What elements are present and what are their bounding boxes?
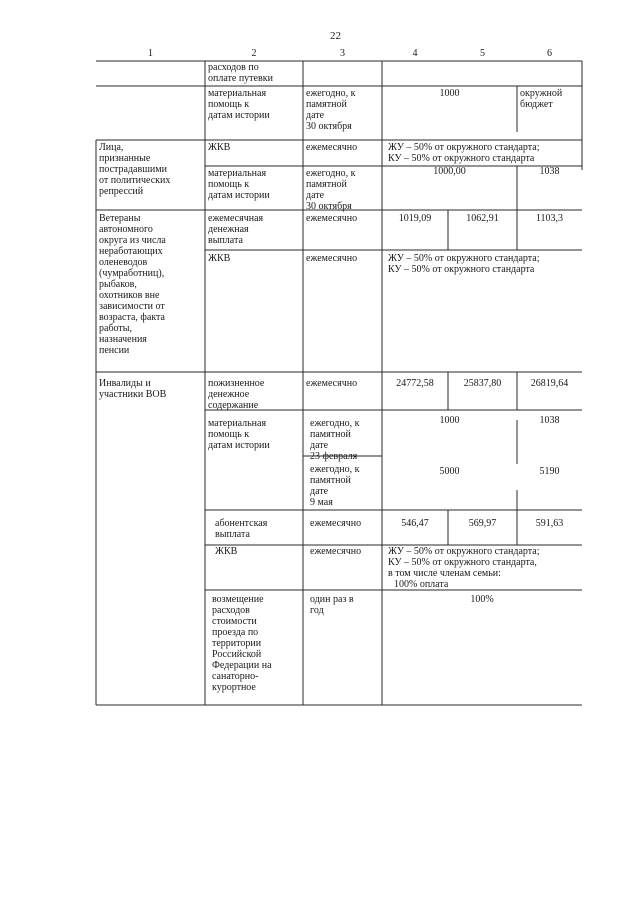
cell-text: ЖУ – 50% от окружного стандарта; xyxy=(388,142,540,153)
cell-text: материальная xyxy=(208,418,267,429)
cell-text: ежемесячно xyxy=(306,213,358,224)
cell-text: в том числе членам семьи: xyxy=(388,568,501,579)
cell-text: Российской xyxy=(212,649,262,660)
cell-text: памятной xyxy=(306,179,347,190)
cell-text: дате xyxy=(310,486,329,497)
cell-value: 1019,09 xyxy=(398,213,432,224)
row-category: рыбаков, xyxy=(99,279,137,290)
cell-text: ежемесячно xyxy=(306,142,358,153)
cell-value: 1000 xyxy=(439,415,460,426)
cell-text: выплата xyxy=(208,235,243,246)
cell-text: санаторно- xyxy=(212,671,259,682)
row-category: от политических xyxy=(99,175,171,186)
cell-text: помощь к xyxy=(208,179,250,190)
cell-value: 1038 xyxy=(539,166,560,177)
cell-text: ежегодно, к xyxy=(306,168,356,179)
cell-text: 30 октября xyxy=(306,121,352,132)
cell-text: абонентская xyxy=(215,518,268,529)
cell-text: расходов по xyxy=(208,62,259,73)
cell-text: проезда по xyxy=(212,627,259,638)
cell-text: ЖКВ xyxy=(208,253,231,264)
cell-text: памятной xyxy=(310,475,351,486)
cell-value: 591,63 xyxy=(535,518,564,529)
row-category: работы, xyxy=(99,323,132,334)
cell-text: ежемесячно xyxy=(306,378,358,389)
cell-text: бюджет xyxy=(520,99,553,110)
cell-text: КУ – 50% от окружного стандарта xyxy=(388,264,535,275)
column-header-2: 2 xyxy=(251,48,257,59)
cell-text: ежегодно, к xyxy=(306,88,356,99)
cell-value: 1062,91 xyxy=(466,213,499,224)
column-header-6: 6 xyxy=(547,48,552,59)
cell-text: ЖУ – 50% от окружного стандарта; xyxy=(388,253,540,264)
cell-text: ежемесячно xyxy=(310,546,362,557)
row-category: назначения xyxy=(99,334,147,345)
cell-text: ЖУ – 50% от окружного стандарта; xyxy=(388,546,540,557)
row-category: признанные xyxy=(99,153,151,164)
cell-text: 23 февраля xyxy=(310,451,358,462)
cell-text: материальная xyxy=(208,88,267,99)
cell-value: 1000,00 xyxy=(433,166,466,177)
column-header-4: 4 xyxy=(412,48,418,59)
cell-text: пожизненное xyxy=(208,378,265,389)
cell-text: ежемесячная xyxy=(208,213,264,224)
cell-text: дате xyxy=(306,110,325,121)
cell-text: содержание xyxy=(208,400,259,411)
page-number: 22 xyxy=(330,30,341,42)
cell-text: год xyxy=(310,605,324,616)
cell-text: ежегодно, к xyxy=(310,418,360,429)
cell-text: памятной xyxy=(306,99,347,110)
cell-value: 1103,3 xyxy=(535,213,564,224)
cell-text: один раз в xyxy=(310,594,354,605)
cell-value: 25837,80 xyxy=(463,378,502,389)
cell-text: Федерации на xyxy=(212,660,272,671)
cell-text: датам истории xyxy=(208,190,270,201)
cell-text: окружной xyxy=(520,88,563,99)
cell-text: выплата xyxy=(215,529,250,540)
row-category: участники ВОВ xyxy=(99,389,167,400)
row-category: автономного xyxy=(99,224,153,235)
cell-text: датам истории xyxy=(208,440,270,451)
cell-text: КУ – 50% от окружного стандарта xyxy=(388,153,535,164)
cell-text: датам истории xyxy=(208,110,270,121)
cell-text: материальная xyxy=(208,168,267,179)
cell-value: 546,47 xyxy=(401,518,429,529)
row-category: зависимости от xyxy=(99,301,165,312)
cell-text: стоимости xyxy=(212,616,257,627)
cell-text: ежемесячно xyxy=(310,518,362,529)
row-category: возраста, факта xyxy=(99,312,165,323)
cell-text: 30 октября xyxy=(306,201,352,212)
cell-text: территории xyxy=(212,638,262,649)
cell-text: ЖКВ xyxy=(208,142,231,153)
cell-value: 5190 xyxy=(539,466,560,477)
row-category: репрессий xyxy=(99,186,144,197)
row-category: (чумработниц), xyxy=(99,268,165,279)
row-category: округа из числа xyxy=(99,235,166,246)
row-category: Инвалиды и xyxy=(99,378,151,389)
row-category: неработающих xyxy=(99,246,163,257)
cell-value: 24772,58 xyxy=(396,378,434,389)
cell-text: денежная xyxy=(208,224,249,235)
cell-text: расходов xyxy=(212,605,250,616)
cell-value: 26819,64 xyxy=(530,378,569,389)
cell-text: дате xyxy=(310,440,329,451)
row-category: пенсии xyxy=(99,345,130,356)
column-header-5: 5 xyxy=(480,48,485,59)
cell-value: 100% xyxy=(470,594,494,605)
cell-text: 100% оплата xyxy=(394,579,449,590)
cell-text: возмещение xyxy=(212,594,264,605)
row-category: пострадавшими xyxy=(99,164,167,175)
cell-text: КУ – 50% от окружного стандарта, xyxy=(388,557,537,568)
cell-text: памятной xyxy=(310,429,351,440)
cell-value: 5000 xyxy=(439,466,460,477)
cell-text: денежное xyxy=(208,389,250,400)
row-category: Ветераны xyxy=(99,213,141,224)
cell-text: ежемесячно xyxy=(306,253,358,264)
cell-text: ежегодно, к xyxy=(310,464,360,475)
row-category: охотников вне xyxy=(99,290,160,301)
cell-text: помощь к xyxy=(208,99,250,110)
cell-text: помощь к xyxy=(208,429,250,440)
column-header-3: 3 xyxy=(340,48,345,59)
cell-text: ЖКВ xyxy=(215,546,238,557)
cell-value: 569,97 xyxy=(468,518,497,529)
row-category: оленеводов xyxy=(99,257,148,268)
column-header-1: 1 xyxy=(148,48,153,59)
cell-text: дате xyxy=(306,190,325,201)
cell-text: курортное xyxy=(212,682,256,693)
row-category: Лица, xyxy=(99,142,124,153)
cell-text: 9 мая xyxy=(310,497,333,508)
cell-value: 1000 xyxy=(439,88,460,99)
cell-text: оплате путевки xyxy=(208,73,273,84)
cell-value: 1038 xyxy=(539,415,560,426)
